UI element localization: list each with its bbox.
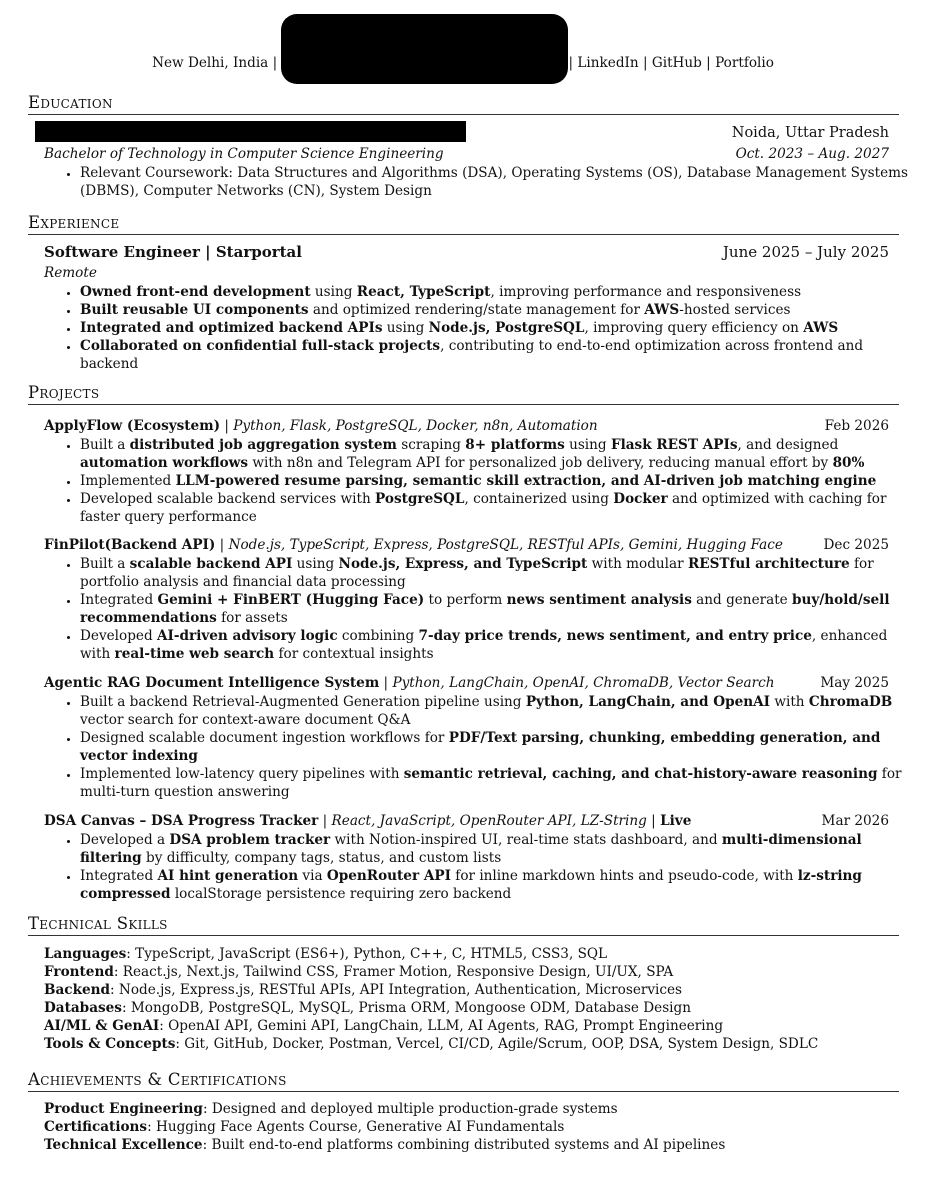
project-date: May 2025 — [820, 675, 889, 691]
experience-title-row — [44, 243, 889, 261]
skill-row — [44, 963, 904, 981]
linkedin-link[interactable]: | LinkedIn — [564, 55, 639, 71]
achievement-value: : Designed and deployed multiple production-grade systems — [202, 1101, 618, 1117]
project-name: DSA Canvas – DSA Progress Tracker — [44, 813, 319, 829]
project-bullet: • Designed scalable document ingestion workflows for PDF/Text parsing, chunking, embedding generation, and vector indexing — [80, 729, 910, 765]
skill-value: : OpenAI API, Gemini API, LangChain, LLM, AI Agents, RAG, Prompt Engineering — [159, 1018, 724, 1034]
section-heading-achievements: Achievements & Certifications — [28, 1070, 899, 1092]
project-header-applyflow: ApplyFlow (Ecosystem) | Python, Flask, PostgreSQL, Docker, n8n, Automation Feb 2026 — [44, 418, 889, 434]
redacted-contact — [277, 55, 564, 73]
education-degree-row — [44, 145, 889, 163]
project-bullet: • Developed AI-driven advisory logic combining 7-day price trends, news sentiment, and entry price, enhanced with real-time web search for contextual insights — [80, 627, 910, 663]
live-link[interactable]: Live — [660, 813, 692, 829]
skill-row — [44, 999, 904, 1017]
project-name: FinPilot(Backend API) — [44, 537, 216, 553]
project-header-rag: Agentic RAG Document Intelligence System | Python, LangChain, OpenAI, ChromaDB, Vector Search May 2025 — [44, 675, 889, 691]
skill-row — [44, 1035, 904, 1053]
achievement-row — [44, 1118, 904, 1136]
coursework-item: • Relevant Coursework: Data Structures and Algorithms (DSA), Operating Systems (OS), Database Management Systems (DBMS), Computer Networks (CN), System Design — [80, 164, 910, 200]
experience-bullet: • Integrated and optimized backend APIs using Node.js, PostgreSQL, improving query efficiency on AWS — [80, 319, 910, 337]
skill-value: : Node.js, Express.js, RESTful APIs, API Integration, Authentication, Microservices — [110, 982, 683, 998]
redacted-name-block — [281, 14, 568, 84]
project-bullet: • Developed scalable backend services with PostgreSQL, containerized using Docker and optimized with caching for faster query performance — [80, 490, 910, 526]
skill-label: Tools & Concepts — [44, 1036, 176, 1052]
github-link[interactable]: | GitHub — [638, 55, 702, 71]
skill-label: Databases — [44, 1000, 122, 1016]
project-bullets-finpilot — [62, 555, 910, 663]
contact-row — [0, 54, 926, 73]
project-bullets-applyflow — [62, 436, 910, 526]
project-bullet: • Built a backend Retrieval-Augmented Generation pipeline using Python, LangChain, and OpenAI with ChromaDB vector search for context-aware document Q&A — [80, 693, 910, 729]
achievement-row — [44, 1136, 904, 1154]
achievement-label: Product Engineering — [44, 1101, 203, 1117]
skills-list — [44, 945, 904, 1053]
project-bullet: • Integrated Gemini + FinBERT (Hugging Face) to perform news sentiment analysis and generate buy/hold/sell recommendations for assets — [80, 591, 910, 627]
skill-value: : React.js, Next.js, Tailwind CSS, Framer Motion, Responsive Design, UI/UX, SPA — [113, 964, 674, 980]
project-bullet: • Developed a DSA problem tracker with Notion-inspired UI, real-time stats dashboard, and multi-dimensional filtering by difficulty, company tags, status, and custom lists — [80, 831, 910, 867]
section-heading-education: Education — [28, 93, 899, 115]
achievement-label: Certifications — [44, 1119, 148, 1135]
portfolio-link[interactable]: | Portfolio — [701, 55, 774, 71]
project-bullet: • Integrated AI hint generation via OpenRouter API for inline markdown hints and pseudo-code, with lz-string compressed localStorage persistence requiring zero backend — [80, 867, 910, 903]
project-bullet: • Built a scalable backend API using Node.js, Express, and TypeScript with modular RESTful architecture for portfolio analysis and financial data processing — [80, 555, 910, 591]
experience-location: Remote — [44, 265, 97, 281]
project-name: Agentic RAG Document Intelligence System — [44, 675, 380, 691]
project-bullets-dsa-canvas — [62, 831, 910, 903]
project-bullet: • Built a distributed job aggregation system scraping 8+ platforms using Flask REST APIs, and designed automation workflows with n8n and Telegram API for personalized job delivery, reducing manual effort by 80% — [80, 436, 910, 472]
achievement-value: : Built end-to-end platforms combining distributed systems and AI pipelines — [202, 1137, 726, 1153]
section-heading-experience: Experience — [28, 213, 899, 235]
achievements-list — [44, 1100, 904, 1154]
skill-value: : MongoDB, PostgreSQL, MySQL, Prisma ORM, Mongoose ODM, Database Design — [121, 1000, 691, 1016]
skill-label: AI/ML & GenAI — [44, 1018, 160, 1034]
project-name: ApplyFlow (Ecosystem) — [44, 418, 221, 434]
project-stack: Python, LangChain, OpenAI, ChromaDB, Vector Search — [392, 675, 775, 691]
skill-row — [44, 981, 904, 999]
experience-bullet: • Collaborated on confidential full-stack projects, contributing to end-to-end optimization across frontend and backend — [80, 337, 910, 373]
project-header-finpilot: FinPilot(Backend API) | Node.js, TypeScript, Express, PostgreSQL, RESTful APIs, Gemini, Hugging Face Dec 2025 — [44, 537, 889, 553]
education-location: Noida, Uttar Pradesh — [731, 125, 889, 141]
achievement-label: Technical Excellence — [44, 1137, 203, 1153]
section-heading-projects: Projects — [28, 383, 899, 405]
skill-value: : TypeScript, JavaScript (ES6+), Python, C++, C, HTML5, CSS3, SQL — [126, 946, 608, 962]
experience-bullet: • Built reusable UI components and optimized rendering/state management for AWS-hosted services — [80, 301, 910, 319]
project-bullets-rag — [62, 693, 910, 801]
experience-bullet: • Owned front-end development using React, TypeScript, improving performance and responsiveness — [80, 283, 910, 301]
skill-value: : Git, GitHub, Docker, Postman, Vercel, CI/CD, Agile/Scrum, OOP, DSA, System Design, SDLC — [175, 1036, 819, 1052]
section-heading-skills: Technical Skills — [28, 914, 899, 936]
skill-label: Backend — [44, 982, 111, 998]
experience-dates: June 2025 – July 2025 — [722, 243, 889, 261]
project-bullet: • Implemented LLM-powered resume parsing, semantic skill extraction, and AI-driven job matching engine — [80, 472, 910, 490]
experience-bullets — [62, 283, 910, 373]
project-header-dsa-canvas: DSA Canvas – DSA Progress Tracker | React, JavaScript, OpenRouter API, LZ-String | Live Mar 2026 — [44, 813, 889, 829]
project-date: Feb 2026 — [824, 418, 889, 434]
project-date: Dec 2025 — [823, 537, 889, 553]
skill-label: Languages — [44, 946, 127, 962]
achievement-row — [44, 1100, 904, 1118]
education-coursework-list — [62, 164, 910, 200]
project-bullet: • Implemented low-latency query pipelines with semantic retrieval, caching, and chat-history-aware reasoning for multi-turn question answering — [80, 765, 910, 801]
education-dates: Oct. 2023 – Aug. 2027 — [735, 146, 889, 162]
project-stack: Python, Flask, PostgreSQL, Docker, n8n, Automation — [233, 418, 598, 434]
redacted-school-name — [35, 121, 466, 142]
project-stack: React, JavaScript, OpenRouter API, LZ-String — [331, 813, 647, 829]
skill-row — [44, 945, 904, 963]
project-date: Mar 2026 — [821, 813, 889, 829]
achievement-value: : Hugging Face Agents Course, Generative AI Fundamentals — [147, 1119, 565, 1135]
experience-title: Software Engineer | Starportal — [44, 243, 302, 261]
skill-label: Frontend — [44, 964, 114, 980]
location-text: New Delhi, India | — [152, 55, 278, 71]
project-stack: Node.js, TypeScript, Express, PostgreSQL, RESTful APIs, Gemini, Hugging Face — [228, 537, 783, 553]
skill-row — [44, 1017, 904, 1035]
education-degree: Bachelor of Technology in Computer Science Engineering — [44, 146, 444, 162]
